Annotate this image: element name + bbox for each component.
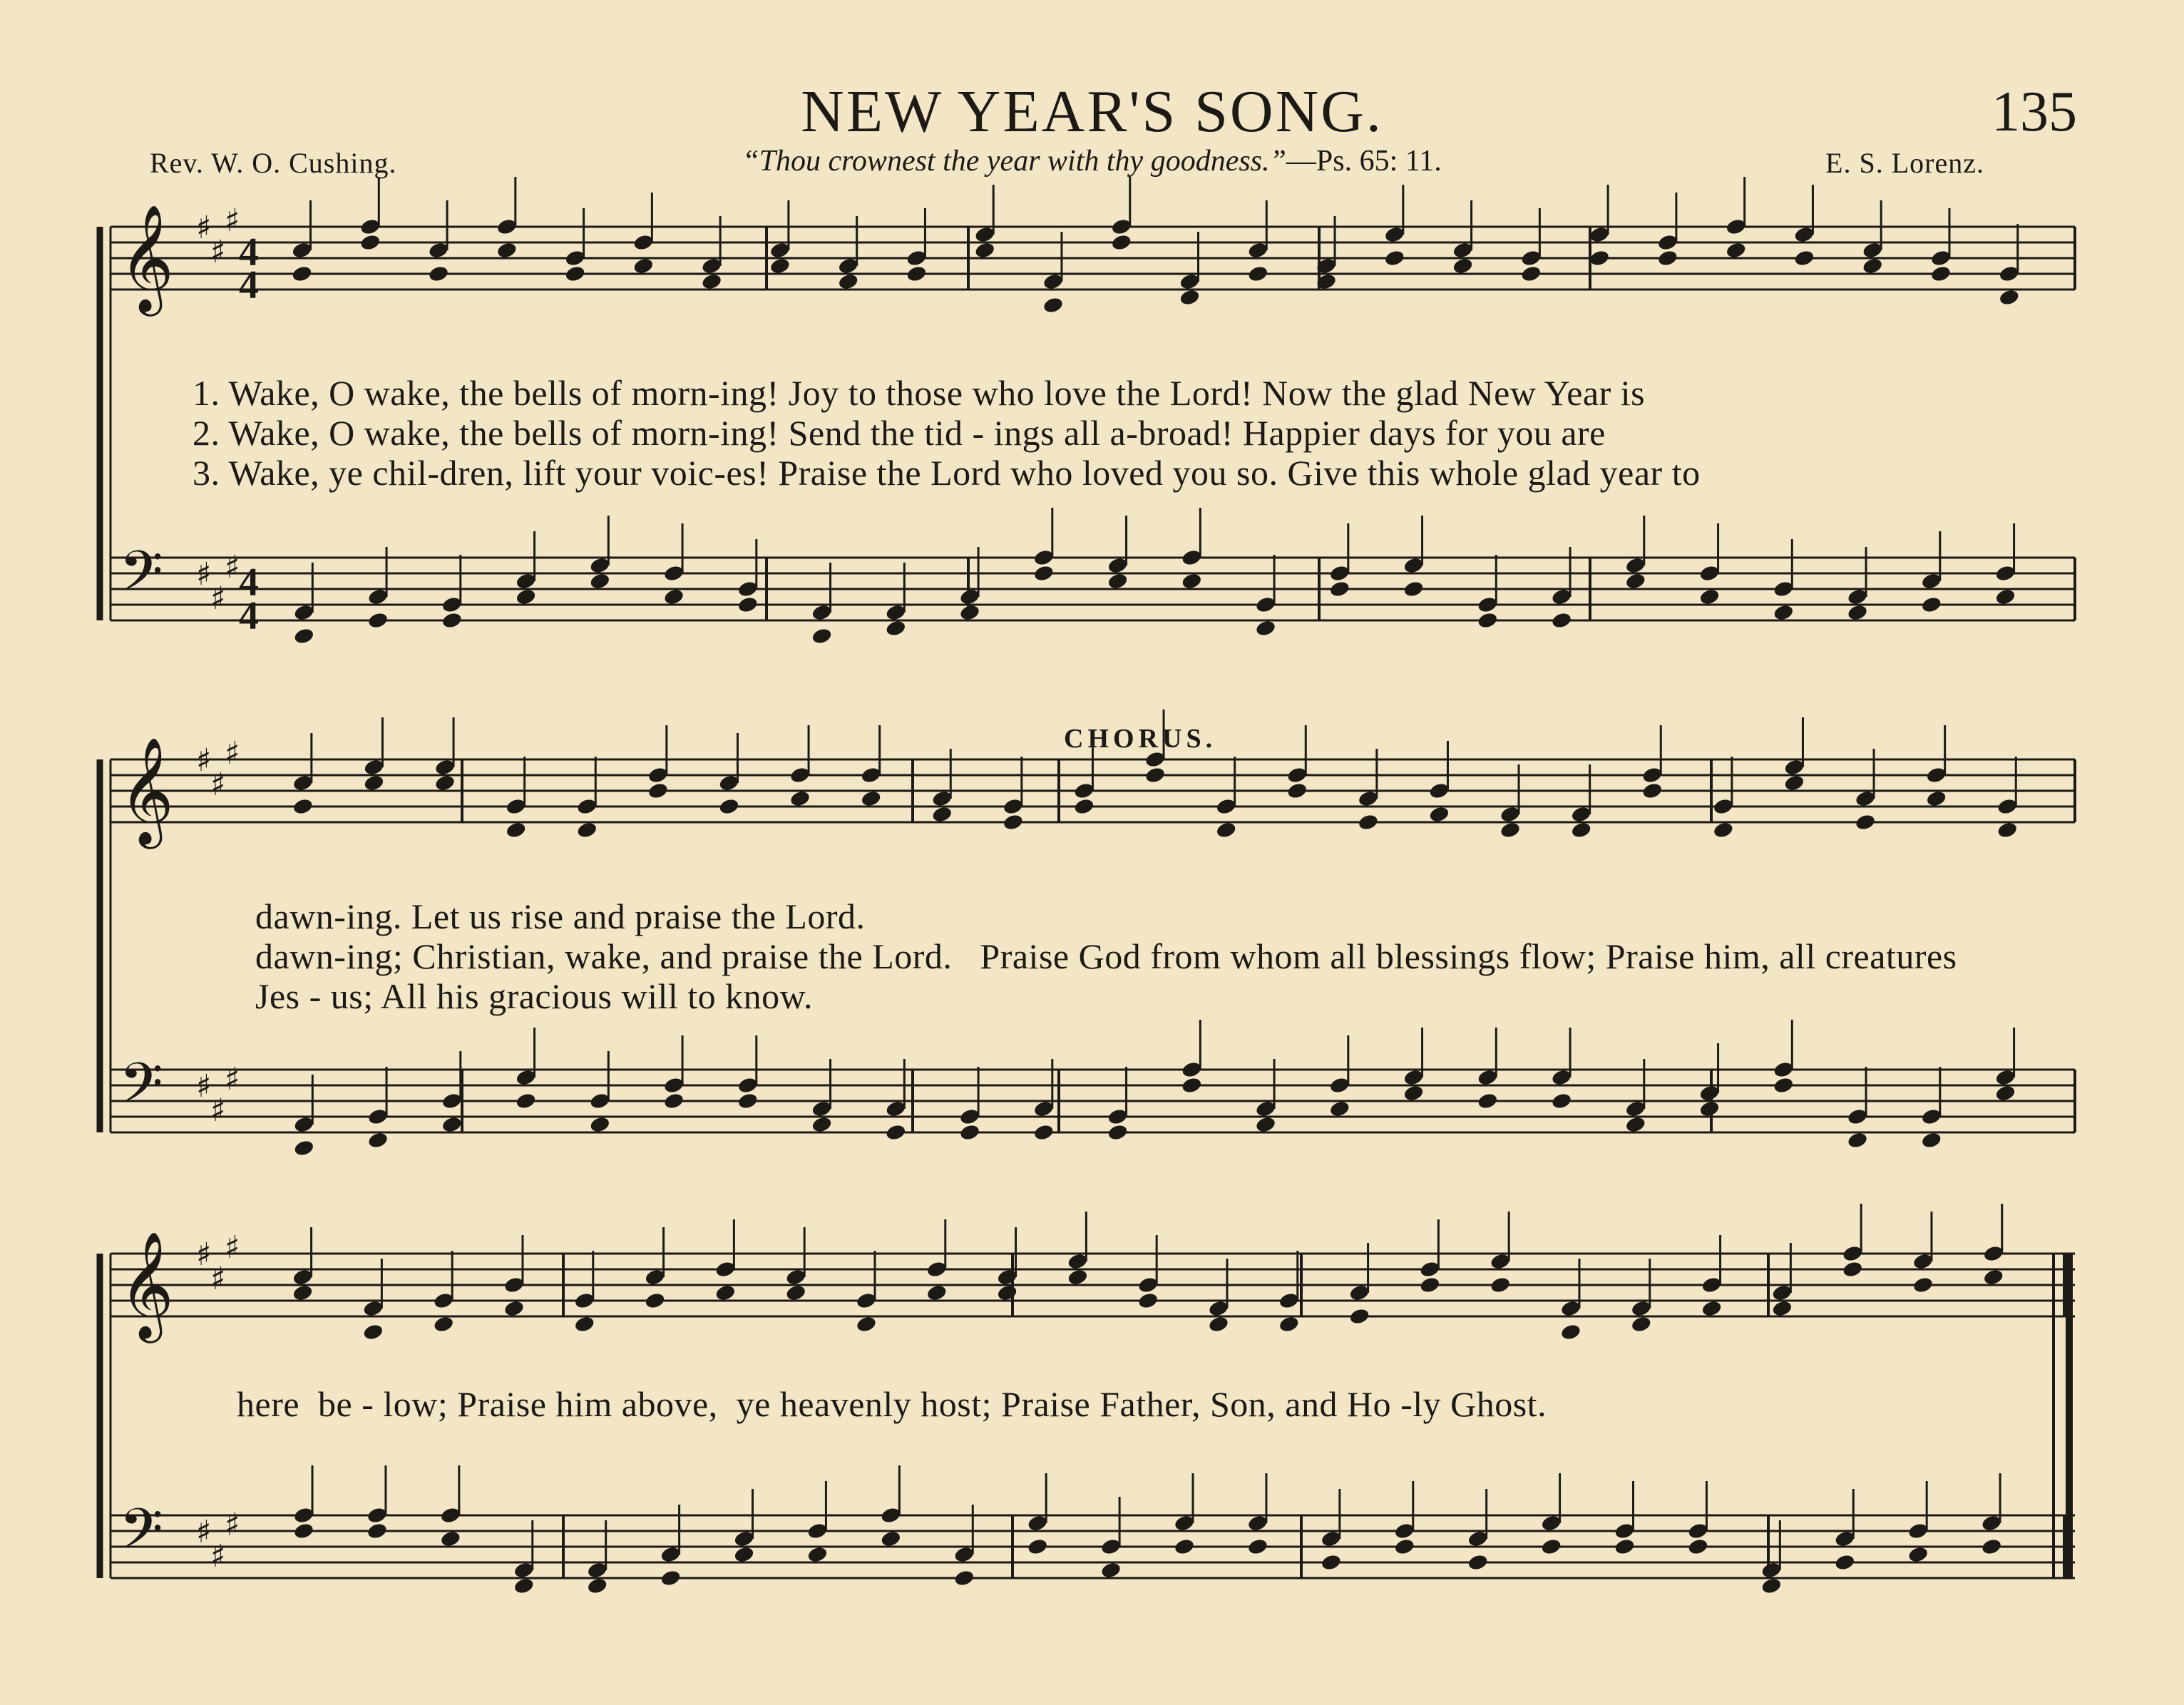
- note-head: [1589, 249, 1611, 267]
- note-head: [1713, 821, 1735, 839]
- note-head: [1701, 1299, 1723, 1318]
- note-head: [1907, 1545, 1929, 1564]
- note-head: [1760, 1577, 1783, 1595]
- note-head: [885, 1123, 907, 1142]
- verse-1-line-2: dawn-ing. Let us rise and praise the Lord.: [255, 896, 866, 936]
- note-head: [926, 1284, 948, 1302]
- note-head: [359, 233, 381, 252]
- note-head: [1110, 233, 1132, 252]
- note-head: [1982, 1268, 2004, 1286]
- note-head: [953, 1569, 975, 1587]
- note-head: [1255, 619, 1277, 638]
- note-head: [293, 1139, 315, 1157]
- note-head: [292, 1284, 314, 1302]
- note-head: [1144, 766, 1167, 784]
- note-head: [1551, 611, 1573, 630]
- sharp-icon: ♯: [225, 549, 240, 585]
- note-head: [1107, 1123, 1129, 1142]
- note-head: [1773, 603, 1795, 622]
- note-head: [1847, 603, 1869, 622]
- chorus-label: CHORUS.: [1064, 724, 1217, 754]
- verse-3-line-1: 3. Wake, ye chil-dren, lift your voic-es! Praise the Lord who loved you so. Give this whole glad year to: [193, 453, 1701, 493]
- note-head: [785, 1284, 807, 1302]
- note-head: [1027, 1537, 1049, 1556]
- note-head: [503, 1299, 526, 1318]
- note-head: [906, 265, 928, 283]
- note-head: [1419, 1276, 1441, 1294]
- note-head: [1467, 1553, 1489, 1572]
- note-head: [733, 1545, 755, 1564]
- note-head: [1358, 813, 1380, 831]
- note-head: [1067, 1268, 1089, 1286]
- note-head: [428, 265, 450, 283]
- note-head: [663, 588, 685, 606]
- sharp-icon: ♯: [225, 1061, 240, 1097]
- note-head: [515, 588, 537, 606]
- note-head: [737, 1092, 759, 1110]
- note-head: [1208, 1315, 1230, 1333]
- note-head: [505, 821, 527, 839]
- note-head: [660, 1569, 682, 1587]
- note-head: [811, 627, 833, 645]
- note-head: [885, 619, 907, 638]
- note-head: [292, 797, 314, 816]
- note-head: [701, 272, 723, 291]
- note-head: [1921, 1131, 1943, 1150]
- sharp-icon: ♯: [196, 556, 212, 593]
- note-head: [1452, 257, 1474, 275]
- note-head: [996, 1284, 1018, 1302]
- note-head: [1625, 1115, 1647, 1134]
- sharp-icon: ♯: [196, 1514, 212, 1550]
- note-head: [1520, 265, 1542, 283]
- sharp-icon: ♯: [210, 1538, 226, 1575]
- note-head: [632, 257, 655, 275]
- note-head: [1783, 774, 1805, 792]
- verse-1-line-1: 1. Wake, O wake, the bells of morn-ing! Joy to those who love the Lord! Now the glad New Year is: [193, 373, 1646, 413]
- note-head: [806, 1545, 829, 1564]
- epigraph-reference: —Ps. 65: 11.: [1286, 145, 1442, 178]
- note-head: [433, 1315, 455, 1333]
- page-number: 135: [1991, 81, 2077, 143]
- note-head: [434, 774, 456, 792]
- note-head: [1614, 1537, 1636, 1556]
- note-head: [931, 805, 953, 824]
- treble-clef-icon: 𝄞: [119, 1230, 174, 1338]
- note-head: [1329, 580, 1351, 598]
- note-head: [959, 603, 981, 622]
- note-head: [1181, 1076, 1203, 1095]
- treble-clef-icon: 𝄞: [119, 203, 174, 312]
- note-head: [1033, 1123, 1055, 1142]
- note-head: [880, 1530, 902, 1548]
- treble-clef-icon: 𝄞: [119, 736, 174, 844]
- note-head: [1998, 288, 2020, 307]
- note-head: [1348, 1307, 1370, 1326]
- note-head: [363, 774, 385, 792]
- note-head: [1181, 572, 1203, 590]
- note-head: [1551, 1092, 1573, 1110]
- verse-2-line-1: 2. Wake, O wake, the bells of morn-ing! Send the tid - ings all a-broad! Happier days for you are: [193, 413, 1606, 453]
- composer-credit: E. S. Lorenz.: [1825, 147, 1984, 179]
- note-head: [1179, 288, 1201, 307]
- note-head: [1930, 265, 1952, 283]
- note-head: [1042, 296, 1065, 314]
- note-head: [1255, 1115, 1277, 1134]
- note-head: [367, 1131, 389, 1150]
- note-head: [1771, 1299, 1793, 1318]
- note-head: [291, 265, 313, 283]
- sharp-icon: ♯: [225, 735, 240, 772]
- note-head: [718, 797, 740, 816]
- note-head: [1925, 789, 1947, 808]
- note-head: [1107, 572, 1129, 590]
- time-signature-bottom-treble: 4: [239, 263, 259, 307]
- sharp-icon: ♯: [210, 580, 226, 617]
- note-head: [496, 241, 518, 260]
- note-head: [737, 595, 759, 614]
- note-head: [1847, 1131, 1869, 1150]
- note-head: [1393, 1537, 1415, 1556]
- note-head: [576, 821, 598, 839]
- note-head: [366, 1522, 389, 1540]
- sharp-icon: ♯: [210, 234, 226, 270]
- sharp-icon: ♯: [196, 1236, 212, 1273]
- note-head: [837, 272, 859, 291]
- note-head: [789, 789, 811, 808]
- note-head: [440, 1530, 462, 1548]
- note-head: [1630, 1315, 1652, 1333]
- note-head: [1403, 1084, 1425, 1102]
- note-head: [293, 1522, 315, 1540]
- verse-3-line-2: Jes - us; All his gracious will to know.: [255, 976, 814, 1016]
- note-head: [1698, 1100, 1721, 1118]
- note-head: [860, 789, 882, 808]
- note-head: [1570, 821, 1592, 839]
- note-head: [1278, 1315, 1300, 1333]
- note-head: [1247, 265, 1269, 283]
- note-head: [714, 1284, 737, 1302]
- sharp-icon: ♯: [196, 210, 212, 246]
- note-head: [959, 1123, 981, 1142]
- note-head: [1834, 1553, 1856, 1572]
- note-head: [441, 1115, 463, 1134]
- note-head: [1725, 241, 1747, 260]
- note-head: [769, 257, 791, 275]
- note-head: [1994, 1084, 2016, 1102]
- note-head: [1921, 595, 1943, 614]
- sharp-icon: ♯: [196, 1068, 212, 1105]
- note-head: [1329, 1100, 1351, 1118]
- note-head: [1215, 821, 1237, 839]
- epigraph-text: “Thou crownest the year with thy goodness.”: [742, 145, 1286, 178]
- note-head: [441, 611, 463, 630]
- sharp-icon: ♯: [210, 1092, 226, 1129]
- note-head: [1855, 813, 1877, 831]
- note-head: [513, 1577, 535, 1595]
- note-head: [1174, 1537, 1196, 1556]
- bass-clef-icon: 𝄢: [119, 1496, 163, 1576]
- note-head: [589, 572, 611, 590]
- chorus-line-1: dawn-ing; Christian, wake, and praise the Lord. Praise God from whom all blessings flow; Praise him, all creatures: [255, 936, 1957, 976]
- sharp-icon: ♯: [225, 203, 240, 239]
- note-head: [293, 627, 315, 645]
- sharp-icon: ♯: [210, 767, 226, 803]
- note-head: [1560, 1323, 1582, 1341]
- note-head: [1428, 805, 1450, 824]
- note-head: [367, 611, 389, 630]
- note-head: [1137, 1291, 1159, 1310]
- time-signature-bottom-bass: 4: [239, 594, 259, 638]
- note-head: [811, 1115, 833, 1134]
- note-head: [1286, 782, 1308, 800]
- note-head: [362, 1323, 384, 1341]
- note-head: [1477, 1092, 1499, 1110]
- sharp-icon: ♯: [225, 1229, 240, 1266]
- note-head: [1003, 813, 1025, 831]
- note-head: [564, 265, 586, 283]
- note-head: [1073, 797, 1095, 816]
- note-head: [1698, 588, 1721, 606]
- lyricist-credit: Rev. W. O. Cushing.: [150, 147, 397, 179]
- note-head: [1033, 564, 1055, 583]
- note-head: [1540, 1537, 1562, 1556]
- note-head: [974, 241, 996, 260]
- note-head: [1994, 588, 2016, 606]
- note-head: [647, 782, 670, 800]
- note-head: [1687, 1537, 1709, 1556]
- bass-clef-icon: 𝄢: [119, 538, 163, 618]
- note-head: [663, 1092, 685, 1110]
- chorus-line-2: here be - low; Praise him above, ye heavenly host; Praise Father, Son, and Ho -ly Ghost.: [237, 1384, 1547, 1424]
- time-signature-top-treble: 4: [239, 230, 259, 275]
- note-head: [1625, 572, 1647, 590]
- note-head: [1403, 580, 1425, 598]
- note-head: [1773, 1076, 1795, 1095]
- note-head: [1912, 1276, 1934, 1294]
- time-signature-top-bass: 4: [239, 560, 259, 605]
- song-title: NEW YEAR'S SONG.: [801, 78, 1383, 145]
- note-head: [1100, 1561, 1122, 1579]
- note-head: [856, 1315, 878, 1333]
- note-head: [573, 1315, 595, 1333]
- note-head: [644, 1291, 666, 1310]
- note-head: [589, 1115, 611, 1134]
- note-head: [1862, 257, 1884, 275]
- note-head: [586, 1577, 608, 1595]
- note-head: [1477, 611, 1499, 630]
- note-head: [1247, 1537, 1269, 1556]
- note-head: [1657, 249, 1679, 267]
- note-head: [1842, 1260, 1864, 1279]
- sharp-icon: ♯: [196, 742, 212, 779]
- note-head: [1499, 821, 1522, 839]
- note-head: [1384, 249, 1406, 267]
- sharp-icon: ♯: [210, 1261, 226, 1297]
- note-head: [1490, 1276, 1512, 1294]
- note-head: [1996, 821, 2019, 839]
- note-head: [1321, 1553, 1343, 1572]
- note-head: [1793, 249, 1815, 267]
- sharp-icon: ♯: [225, 1507, 240, 1543]
- bass-clef-icon: 𝄢: [119, 1050, 163, 1130]
- note-head: [1981, 1537, 2003, 1556]
- note-head: [1641, 782, 1663, 800]
- note-head: [515, 1092, 537, 1110]
